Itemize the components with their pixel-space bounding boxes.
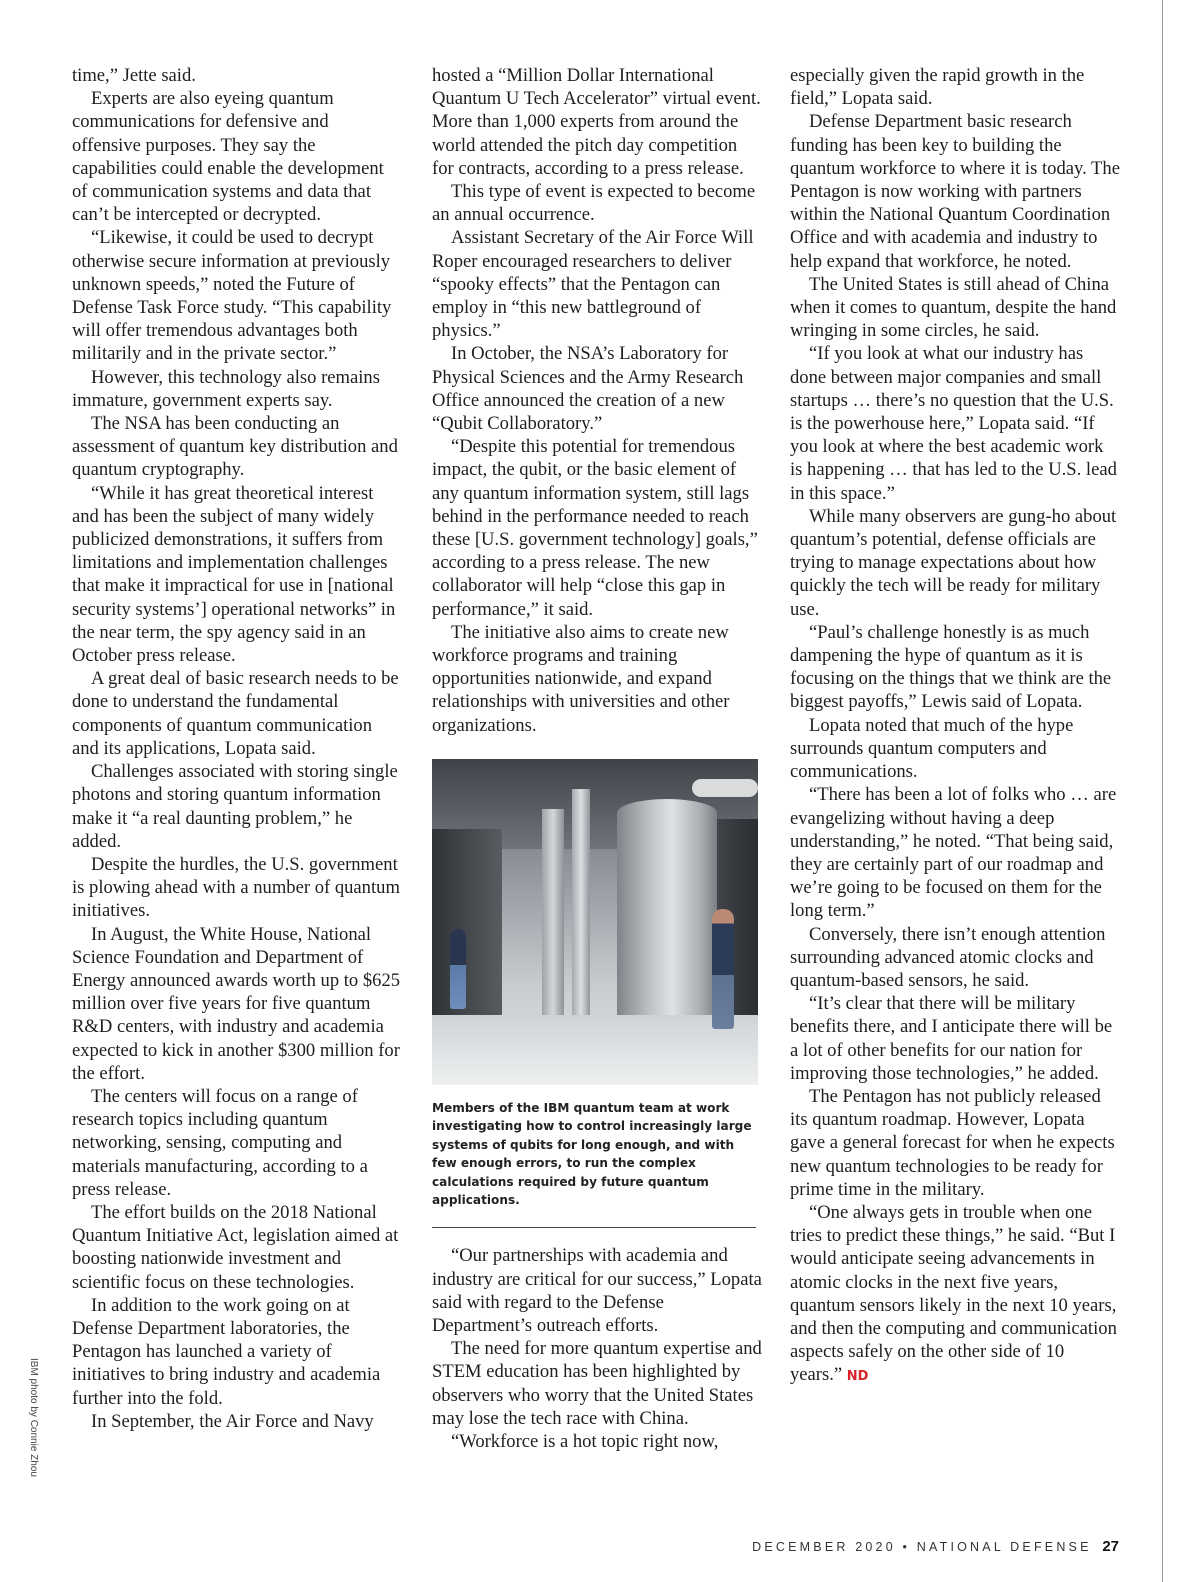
researcher-figure <box>712 909 734 1029</box>
issue-label: DECEMBER 2020 • NATIONAL DEFENSE <box>752 1540 1092 1554</box>
paragraph <box>432 1244 762 1337</box>
paragraph <box>790 1085 1120 1201</box>
article-column-1 <box>72 64 402 1433</box>
paragraph <box>432 180 762 226</box>
paragraph <box>790 1201 1120 1389</box>
paragraph-text: Experts are also eyeing quantum communications for defensive and offensive purposes. They say the capabilities could enable the development of communication systems and data that can’t be intercepted or decrypted. <box>72 88 384 226</box>
paragraph-text: However, this technology also remains immature, government experts say. <box>72 366 380 411</box>
paragraph <box>72 64 402 87</box>
paragraph <box>790 273 1120 343</box>
paragraph <box>432 226 762 342</box>
paragraph <box>72 366 402 412</box>
page-footer <box>752 1538 1119 1555</box>
paragraph <box>790 714 1120 784</box>
researcher-figure <box>450 929 466 1009</box>
paragraph <box>432 435 762 621</box>
photo-caption: Members of the IBM quantum team at work investigating how to control increasingly large systems of qubits for long enough, and with few enough errors, to run the complex calculations required by future quantum applications. <box>432 1100 752 1207</box>
paragraph-text: The United States is still ahead of China when it comes to quantum, despite the hand wringing in some circles, he said. <box>790 273 1117 342</box>
paragraph-text: In August, the White House, National Science Foundation and Department of Energy announced awards worth up to $625 million over five years for five quantum R&D centers, with industry and academia expected to kick in another $300 million for the effort. <box>72 923 401 1084</box>
paragraph <box>790 64 1120 110</box>
paragraph <box>790 992 1120 1085</box>
paragraph-text: Defense Department basic research funding has been key to building the quantum workforce to where it is today. The Pentagon is now working with partners within the National Quantum Coordination Office and with academia and industry to help expand that workforce, he noted. <box>790 111 1120 272</box>
paragraph-text: “If you look at what our industry has done between major companies and small startups … there’s no question that the U.S. is the powerhouse here,” Lopata said. “If you look at where the best academic work is happening … that has led to the U.S. lead in this space.” <box>790 343 1117 504</box>
paragraph <box>432 621 762 737</box>
paragraph <box>432 1430 762 1453</box>
paragraph-text: “There has been a lot of folks who … are evangelizing without having a deep understanding,” he noted. “That being said, they are certainly part of our roadmap and we’re going to be focused on them for the long term.” <box>790 784 1117 922</box>
paragraph <box>432 64 762 180</box>
paragraph <box>790 923 1120 993</box>
paragraph-text: Despite the hurdles, the U.S. government is plowing ahead with a number of quantum initiatives. <box>72 853 400 922</box>
paragraph-text: The need for more quantum expertise and STEM education has been highlighted by observers who worry that the United States may lose the tech race with China. <box>432 1338 762 1429</box>
paragraph <box>432 342 762 435</box>
paragraph-text: The NSA has been conducting an assessment of quantum key distribution and quantum cryptography. <box>72 413 398 481</box>
photo-credit: IBM photo by Connie Zhou <box>28 1358 39 1477</box>
ibm-quantum-photo <box>432 759 758 1085</box>
paragraph <box>790 783 1120 922</box>
paragraph <box>790 505 1120 621</box>
paragraph-text: Conversely, there isn’t enough attention surrounding advanced atomic clocks and quantum-based sensors, he said. <box>790 923 1106 991</box>
paragraph <box>72 226 402 365</box>
paragraph <box>790 342 1120 504</box>
paragraph <box>72 667 402 760</box>
paragraph <box>72 1410 402 1433</box>
paragraph-text: “While it has great theoretical interest and has been the subject of many widely publicized demonstrations, it suffers from limitations and implementation challenges that make it impractical for use in [national security systems’] operational networks” in the near term, the spy agency said in an October press release. <box>72 482 396 667</box>
paragraph-text: hosted a “Million Dollar International Quantum U Tech Accelerator” virtual event. More than 1,000 experts from around the world attended the pitch day competition for contracts, according to a press release. <box>432 65 761 179</box>
paragraph-text: In October, the NSA’s Laboratory for Physical Sciences and the Army Research Office announced the creation of a new “Qubit Collaboratory.” <box>432 343 744 435</box>
paragraph <box>72 760 402 853</box>
paragraph <box>72 1085 402 1201</box>
paragraph-text: In addition to the work going on at Defense Department laboratories, the Pentagon has launched a variety of initiatives to bring industry and academia further into the fold. <box>72 1294 381 1409</box>
page-edge-rule <box>1162 0 1163 1582</box>
paragraph-text: “Paul’s challenge honestly is as much dampening the hype of quantum as it is focusing on the things that we think are the biggest payoffs,” Lewis said of Lopata. <box>790 621 1112 713</box>
paragraph-text: “One always gets in trouble when one tries to predict these things,” he said. “But I would anticipate seeing advancements in atomic clocks in the next five years, quantum sensors likely in the next 10 years, and then the computing and communication aspects safely on the other side of 10 years.” <box>790 1201 1117 1386</box>
paragraph-text: time,” Jette said. <box>72 65 196 86</box>
paragraph-text: The Pentagon has not publicly released its quantum roadmap. However, Lopata gave a general forecast for when he expects new quantum technologies to be ready for prime time in the military. <box>790 1085 1115 1200</box>
page-number: 27 <box>1102 1538 1119 1555</box>
paragraph <box>72 923 402 1085</box>
paragraph <box>790 621 1120 714</box>
paragraph-text: “Despite this potential for tremendous impact, the qubit, or the basic element of any quantum information system, still lags behind in the performance needed to reach these [U.S. government technology] goals,” according to a press release. The new collaborator will help “close this gap in performance,” it said. <box>432 436 758 620</box>
paragraph-text: The effort builds on the 2018 National Quantum Initiative Act, legislation aimed at boosting nationwide investment and scientific focus on these technologies. <box>72 1201 399 1293</box>
paragraph <box>72 412 402 482</box>
article-column-2 <box>432 64 762 1453</box>
paragraph-text: A great deal of basic research needs to be done to understand the fundamental components of quantum communication and its applications, Lopata said. <box>72 668 399 759</box>
paragraph <box>72 1294 402 1410</box>
paragraph-text: “Our partnerships with academia and industry are critical for our success,” Lopata said with regard to the Defense Department’s outreach efforts. <box>432 1245 762 1336</box>
paragraph <box>72 853 402 923</box>
article-column-3 <box>790 64 1120 1389</box>
paragraph-text: especially given the rapid growth in the field,” Lopata said. <box>790 65 1085 110</box>
paragraph-text: The initiative also aims to create new workforce programs and training opportunities nationwide, and expand relationships with universities and other organizations. <box>432 621 730 736</box>
paragraph-text: In September, the Air Force and Navy <box>91 1410 374 1432</box>
paragraph-text: Challenges associated with storing single photons and storing quantum information make it “a real daunting problem,” he added. <box>72 761 398 852</box>
paragraph <box>72 87 402 226</box>
paragraph <box>72 482 402 668</box>
paragraph-text: While many observers are gung-ho about quantum’s potential, defense officials are trying to manage expectations about how quickly the tech will be ready for military use. <box>790 505 1117 620</box>
paragraph <box>72 1201 402 1294</box>
paragraph-text: Assistant Secretary of the Air Force Will Roper encouraged researchers to deliver “spooky effects” that the Pentagon can employ in “this new battleground of physics.” <box>432 227 754 342</box>
caption-divider <box>432 1227 756 1228</box>
column-2-top-text <box>432 64 762 737</box>
paragraph-text: The centers will focus on a range of research topics including quantum networking, sensing, computing and materials manufacturing, according to a press release. <box>72 1085 368 1200</box>
paragraph <box>432 1337 762 1430</box>
paragraph-text: This type of event is expected to become an annual occurrence. <box>432 181 756 226</box>
end-mark: ND <box>846 1369 869 1385</box>
paragraph-text: “It’s clear that there will be military benefits there, and I anticipate there will be a lot of other benefits for our nation for improving those technologies,” he added. <box>790 993 1113 1084</box>
column-2-bottom-text <box>432 1244 762 1453</box>
paragraph <box>790 110 1120 272</box>
paragraph-text: “Workforce is a hot topic right now, <box>451 1430 719 1452</box>
paragraph-text: Lopata noted that much of the hype surrounds quantum computers and communications. <box>790 714 1074 783</box>
quantum-computer-cylinder <box>617 799 717 1044</box>
paragraph-text: “Likewise, it could be used to decrypt otherwise secure information at previously unknown speeds,” noted the Future of Defense Task Force study. “This capability will offer tremendous advantages both militarily and in the private sector.” <box>72 227 392 365</box>
